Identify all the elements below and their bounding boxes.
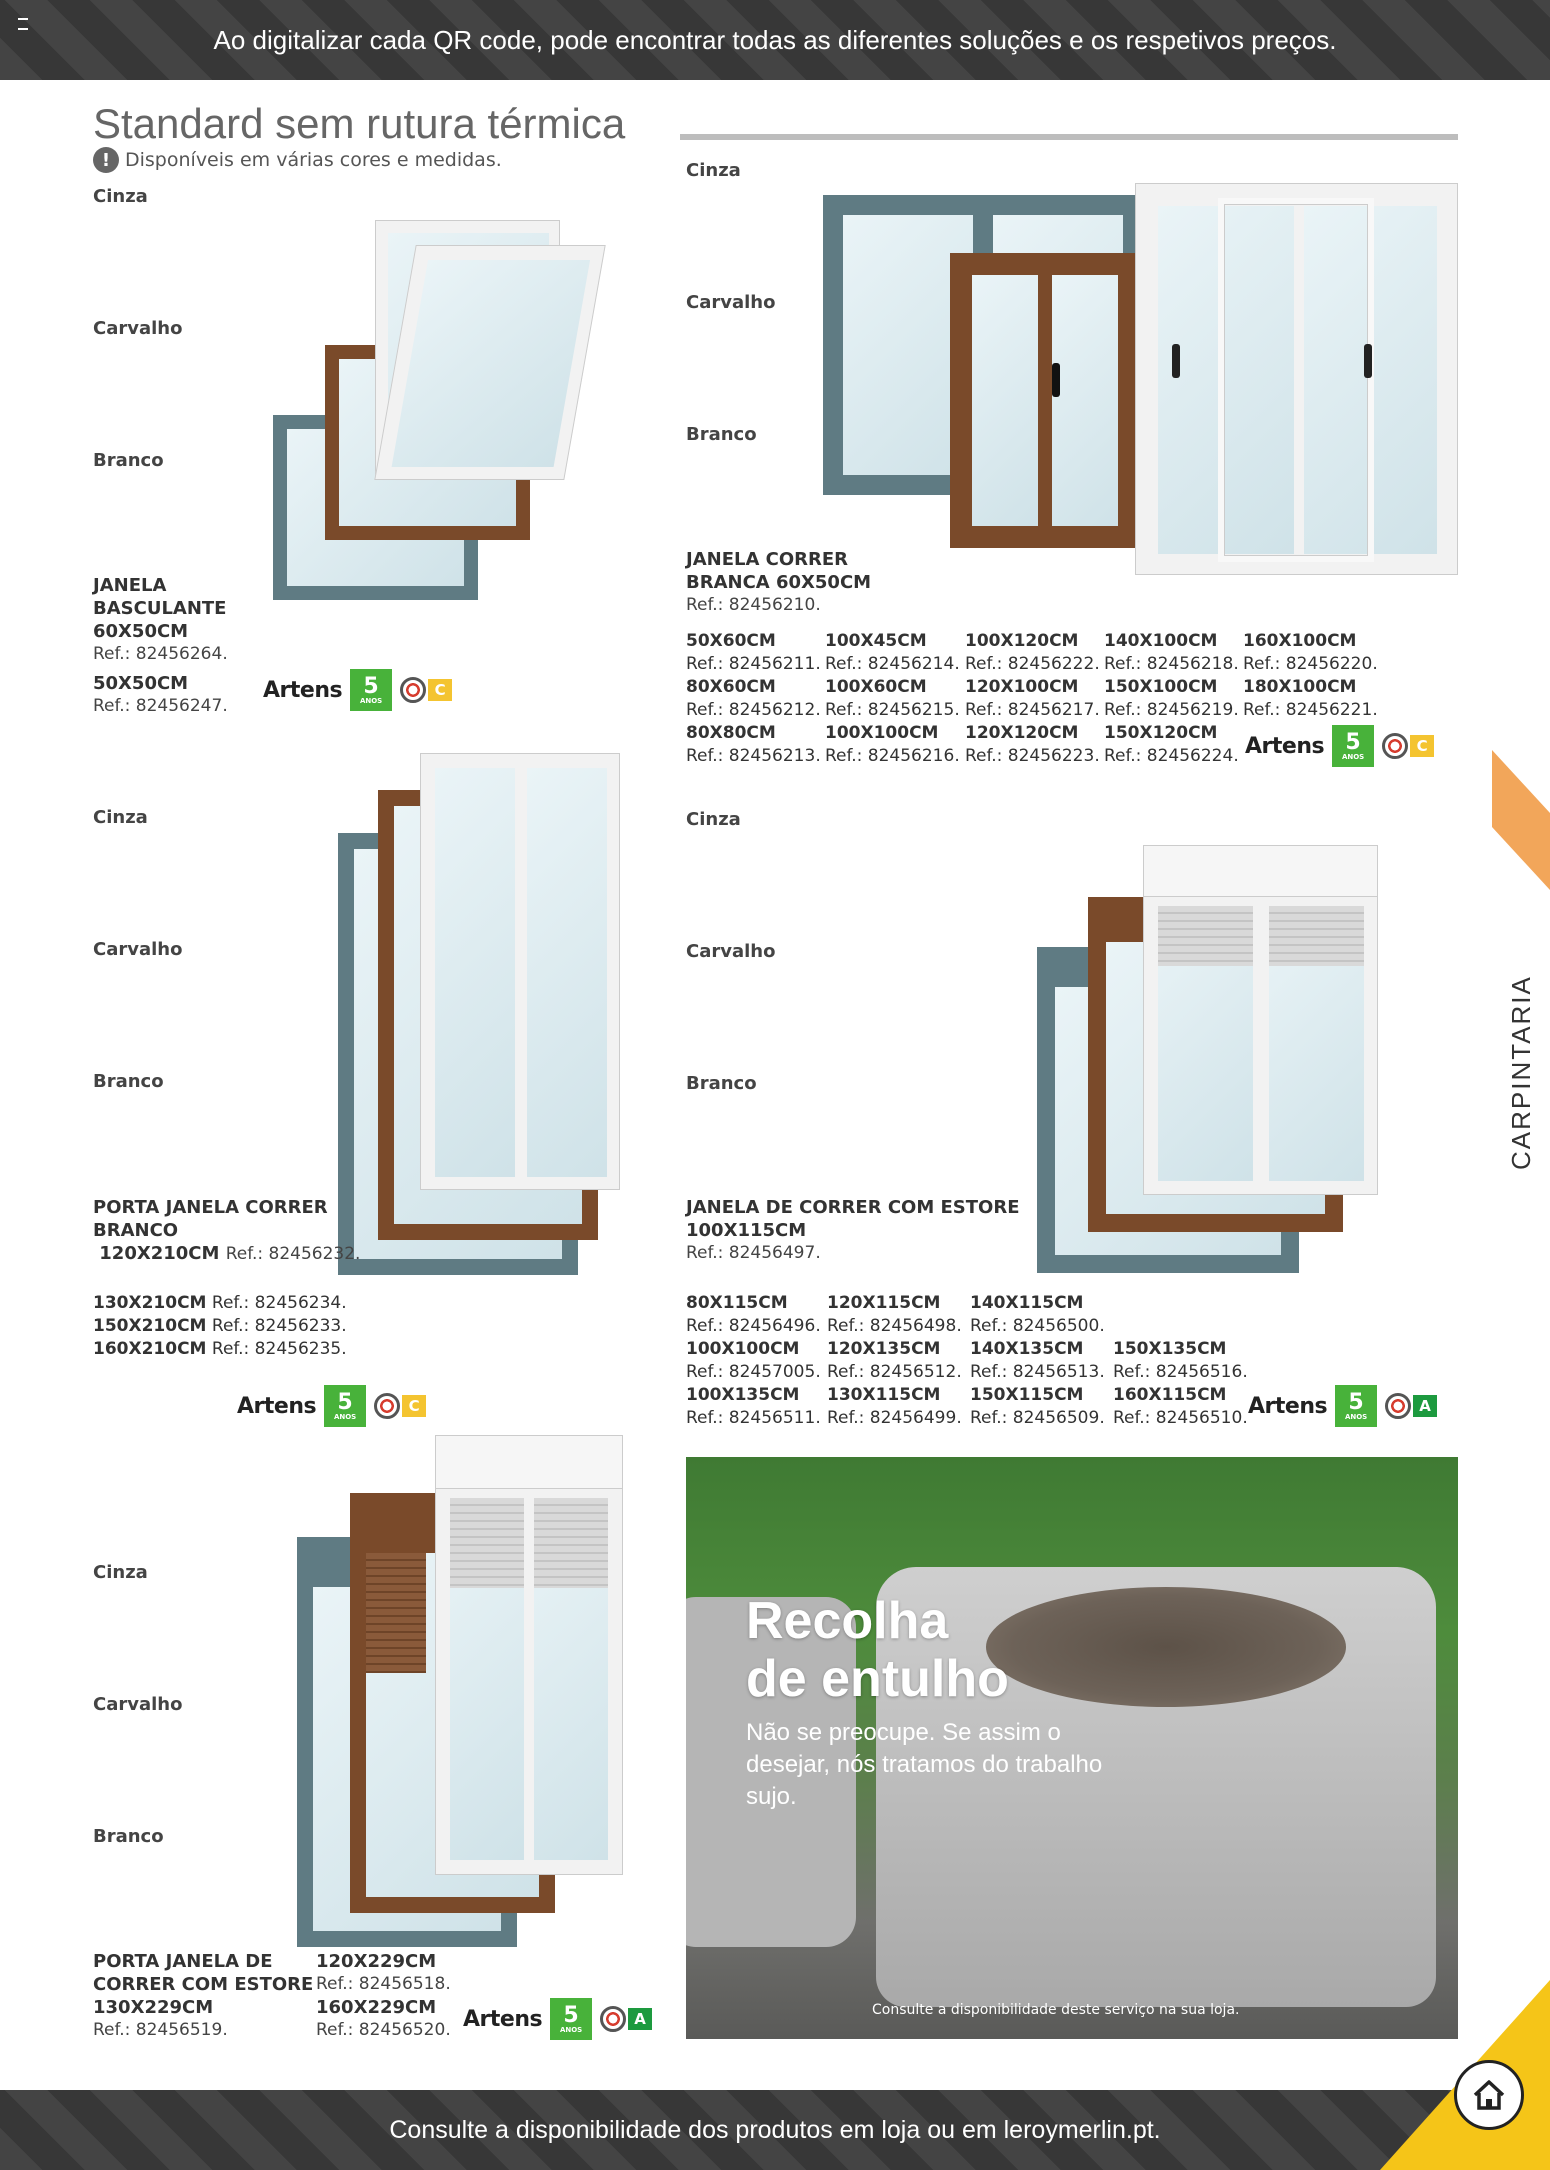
- bottom-banner-text: Consulte a disponibilidade dos produtos em loja ou em leroymerlin.pt.: [389, 2115, 1161, 2144]
- color-label-wood: Carvalho: [93, 1694, 183, 1715]
- artens-logo: Artens: [463, 2006, 543, 2032]
- availability-note-text: Disponíveis em várias cores e medidas.: [125, 149, 502, 171]
- porta-estore-ref: Ref.: 82456519.: [93, 2020, 228, 2040]
- color-label-white: Branco: [93, 1071, 164, 1092]
- home-button[interactable]: [1454, 2060, 1524, 2130]
- artens-logo: Artens: [263, 677, 343, 703]
- color-label-white: Branco: [93, 1826, 164, 1847]
- brand-block-porta-correr: [237, 1385, 426, 1427]
- bottom-banner: [0, 2090, 1550, 2170]
- energy-label-icon: A: [1385, 1393, 1437, 1419]
- energy-label-icon: A: [600, 2006, 652, 2032]
- rubble-image: [986, 1587, 1346, 1707]
- basculante-ref: Ref.: 82456264.: [93, 644, 228, 664]
- color-label-wood: Carvalho: [93, 318, 183, 339]
- energy-label-icon: C: [400, 677, 452, 703]
- correr-ref: Ref.: 82456210.: [686, 595, 821, 615]
- guarantee-badge: 5 ANOS: [324, 1385, 366, 1427]
- brand-block-correr: [1245, 725, 1434, 767]
- artens-logo: Artens: [237, 1393, 317, 1419]
- page-title: Standard sem rutura térmica: [93, 100, 626, 147]
- debris-collection-promo[interactable]: [686, 1457, 1458, 2039]
- promo-title: Recolha de entulho: [746, 1592, 1009, 1708]
- exclamation-icon: !: [93, 147, 119, 173]
- energy-label-icon: C: [374, 1393, 426, 1419]
- energy-label-icon: C: [1382, 733, 1434, 759]
- basculante-size-2: 50X50CM Ref.: 82456247.: [93, 673, 228, 716]
- home-icon: [1469, 2075, 1509, 2115]
- availability-note: [93, 147, 502, 173]
- side-tab-label: CARPINTARIA: [1506, 975, 1536, 1170]
- title-divider: [680, 134, 1458, 140]
- brand-block-porta-estore: [463, 1998, 652, 2040]
- porta-estore-product-name: PORTA JANELA DE CORRER COM ESTORE 130X229CM Ref.: 82456519.: [93, 1951, 314, 2040]
- menu-icon[interactable]: [18, 18, 28, 30]
- color-label-wood: Carvalho: [93, 939, 183, 960]
- brand-block-correr-estore: [1248, 1385, 1437, 1427]
- correr-product-name: JANELA CORRER BRANCA 60X50CM Ref.: 82456210.: [686, 549, 872, 615]
- guarantee-badge: 5 ANOS: [350, 669, 392, 711]
- guarantee-badge: 5 ANOS: [1332, 725, 1374, 767]
- artens-logo: Artens: [1248, 1393, 1328, 1419]
- color-label-white: Branco: [686, 424, 757, 445]
- basculante-product-name: JANELA BASCULANTE 60X50CM Ref.: 82456264.: [93, 575, 228, 664]
- color-label-grey: Cinza: [93, 1562, 148, 1583]
- promo-text: Não se preocupe. Se assim o desejar, nós tratamos do trabalho sujo.: [746, 1719, 1103, 1810]
- artens-logo: Artens: [1245, 733, 1325, 759]
- color-label-grey: Cinza: [93, 807, 148, 828]
- color-label-white: Branco: [686, 1073, 757, 1094]
- guarantee-badge: 5 ANOS: [550, 1998, 592, 2040]
- correr-estore-product-name: JANELA DE CORRER COM ESTORE 100X115CM Ref.: 82456497.: [686, 1197, 1020, 1263]
- top-banner-text: Ao digitalizar cada QR code, pode encontrar todas as diferentes soluções e os respetivos preços.: [213, 24, 1337, 55]
- guarantee-badge: 5 ANOS: [1335, 1385, 1377, 1427]
- porta-correr-product-name: PORTA JANELA CORRER BRANCO 120X210CM Ref.: 82456232.: [93, 1197, 361, 1264]
- promo-note: Consulte a disponibilidade deste serviço na sua loja.: [872, 2002, 1240, 2018]
- top-banner: [0, 0, 1550, 80]
- side-tab-accent: [1492, 750, 1550, 890]
- color-label-grey: Cinza: [686, 160, 741, 181]
- color-label-grey: Cinza: [686, 809, 741, 830]
- brand-block-basculante: [263, 669, 452, 711]
- color-label-wood: Carvalho: [686, 941, 776, 962]
- color-label-grey: Cinza: [93, 186, 148, 207]
- porta-estore-size-2: 120X229CM Ref.: 82456518. 160X229CM Ref.: 82456520.: [316, 1951, 451, 2040]
- color-label-white: Branco: [93, 450, 164, 471]
- correr-estore-ref: Ref.: 82456497.: [686, 1243, 821, 1263]
- category-side-tab[interactable]: [1492, 750, 1550, 1250]
- color-label-wood: Carvalho: [686, 292, 776, 313]
